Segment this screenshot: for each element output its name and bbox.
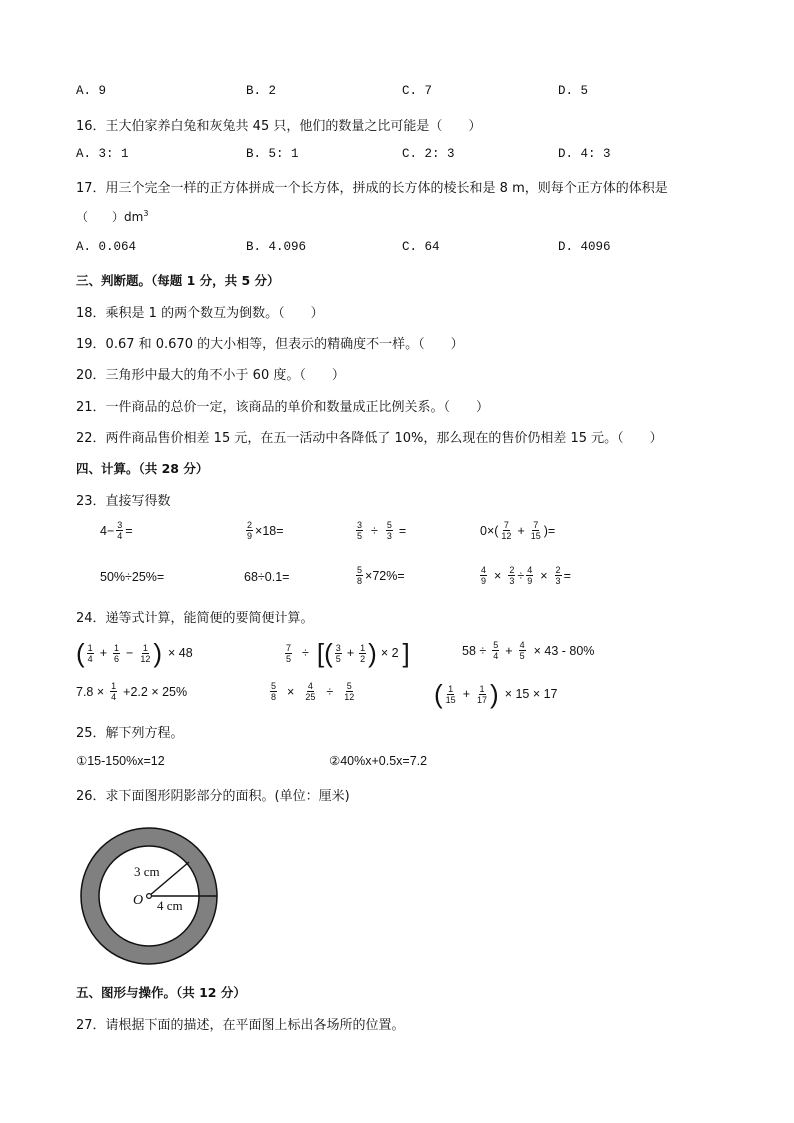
q20-text: 20．三角形中最大的角不小于 60 度。（ ） [76, 368, 345, 383]
q23-expr-6: 68÷0.1= [244, 570, 290, 584]
outer-radius-label: 4 cm [157, 898, 183, 913]
q24-expr-3: 58 ÷ $\frac{5}{4}$ + $\frac{4}{5}$ × 43 - 80% [462, 640, 595, 661]
q26-label: 26．求下面图形阴影部分的面积。(单位：厘米) [76, 789, 350, 804]
ring-diagram [78, 825, 220, 967]
q16-option-a: A. 3: 1 [76, 147, 129, 161]
center-point [147, 894, 152, 899]
center-label: O [133, 893, 144, 908]
q15-option-c: C. 7 [402, 84, 433, 98]
q25-equation-1: ①15-150%x=12 [76, 754, 165, 768]
q15-option-b: B. 2 [246, 84, 277, 98]
q25-equation-2: ②40%x+0.5x=7.2 [329, 754, 428, 768]
q23-label: 23．直接写得数 [76, 494, 171, 509]
q19-text: 19．0.67 和 0.670 的大小相等，但表示的精确度不一样。（ ） [76, 337, 464, 352]
q24-expr-1: ( $\frac{1}{4}$ + $\frac{1}{6}$ − $\frac{1}{12}$ ) × 48 [76, 638, 193, 668]
q16-text: 16．王大伯家养白兔和灰兔共 45 只，他们的数量之比可能是（ ） [76, 119, 482, 134]
q17-blank: （ ）$dm^3$ [76, 209, 149, 224]
q15-option-a: A. 9 [76, 84, 107, 98]
q23-expr-3: $\frac{3}{5}$ ÷ $\frac{5}{3}$ = [357, 520, 407, 541]
q24-expr-4: 7.8 × $\frac{1}{4}$ +2.2 × 25% [76, 681, 188, 702]
q23-expr-2: $\frac{2}{9}$ ×18= [247, 520, 284, 541]
q17-option-b: B. 4.096 [246, 240, 307, 254]
q17-option-d: D. 4096 [558, 240, 611, 254]
q23-expr-1: 4 − $\frac{3}{4}$ = [100, 520, 133, 541]
q23-expr-7: $\frac{5}{8}$ ×72%= [357, 565, 405, 586]
q24-label: 24．递等式计算，能简便的要简便计算。 [76, 611, 314, 626]
q17-option-a: A. 0.064 [76, 240, 137, 254]
q15-option-d: D. 5 [558, 84, 589, 98]
q25-label: 25．解下列方程。 [76, 726, 184, 741]
q23-expr-4: 0×( $\frac{7}{12}$ + $\frac{7}{15}$ )= [480, 520, 556, 541]
q21-text: 21．一件商品的总价一定，该商品的单价和数量成正比例关系。（ ） [76, 400, 490, 415]
q24-expr-6: ( $\frac{1}{15}$ + $\frac{1}{17}$ ) × 15 × 17 [434, 679, 558, 709]
q16-option-c: C. 2: 3 [402, 147, 455, 161]
section3-title: 三、判断题。（每题 1 分，共 5 分） [76, 273, 280, 288]
q17-text: 17．用三个完全一样的正方体拼成一个长方体，拼成的长方体的棱长和是 8 m，则每个正方体的体积是 [76, 181, 668, 196]
q16-option-b: B. 5: 1 [246, 147, 299, 161]
q16-option-d: D. 4: 3 [558, 147, 611, 161]
section4-title: 四、计算。（共 28 分） [76, 461, 209, 476]
q23-expr-5: 50%÷25%= [100, 570, 165, 584]
q18-text: 18．乘积是 1 的两个数互为倒数。（ ） [76, 306, 324, 321]
q23-expr-8: $\frac{4}{9}$ × $\frac{2}{3}$ ÷ $\frac{4}{9}$ × $\frac{2}{3}$ = [481, 565, 571, 586]
q27-text: 27．请根据下面的描述，在平面图上标出各场所的位置。 [76, 1018, 405, 1033]
q24-expr-5: $\frac{5}{8}$ × $\frac{4}{25}$ ÷ $\frac{5}{12}$ [271, 681, 355, 702]
inner-radius-label: 3 cm [134, 864, 160, 879]
q22-text: 22．两件商品售价相差 15 元，在五一活动中各降低了 10%，那么现在的售价仍相差 15 元。（ ） [76, 431, 663, 446]
section5-title: 五、图形与操作。（共 12 分） [76, 985, 246, 1000]
q24-expr-2: $\frac{7}{5}$ ÷ [ ( $\frac{3}{5}$ + $\frac{1}{2}$ ) × 2 ] [286, 638, 410, 668]
q17-option-c: C. 64 [402, 240, 440, 254]
